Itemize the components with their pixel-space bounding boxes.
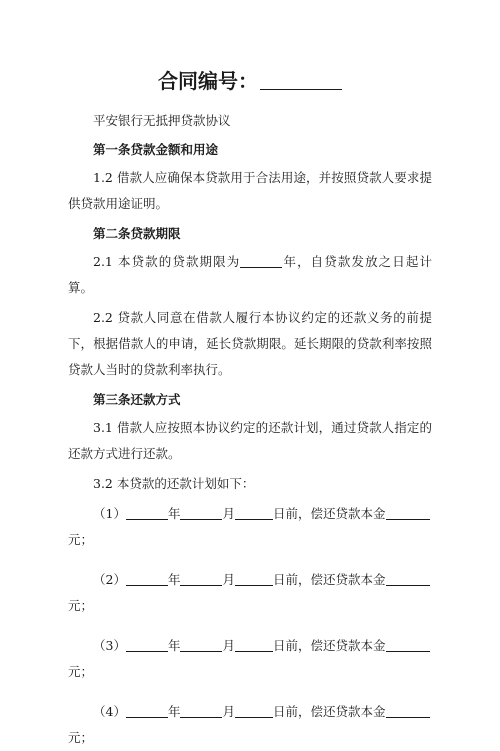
amount-blank (386, 571, 430, 586)
amount-blank (386, 505, 430, 520)
section-1-heading: 第一条贷款金额和用途 (93, 142, 219, 157)
contract-number-label: 合同编号： (158, 69, 258, 93)
contract-number-blank (260, 69, 342, 90)
schedule-item: （2） 年 月 日前，偿还贷款本金 元； (68, 567, 432, 619)
section-2-paragraph-2-2: 2.2 贷款人同意在借款人履行本协议约定的还款义务的前提下，根据借款人的申请，延长贷款期限。延长期限的贷款利率按照贷款人当时的贷款利率执行。 (68, 310, 432, 377)
month-blank (180, 703, 222, 718)
section-2-heading: 第二条贷款期限 (93, 226, 181, 241)
section-3-paragraph-3-1: 3.1 借款人应按照本协议约定的还款计划，通过贷款人指定的还款方式进行还款。 (68, 420, 432, 461)
amount-blank (386, 637, 430, 652)
month-blank (180, 505, 222, 520)
agreement-name: 平安银行无抵押贷款协议 (93, 113, 231, 128)
amount-blank (386, 703, 430, 718)
month-blank (180, 571, 222, 586)
day-blank (235, 637, 273, 652)
contract-number-title (68, 66, 432, 96)
section-3-paragraph-3-2: 3.2 本贷款的还款计划如下： (93, 476, 255, 491)
schedule-item: （1） 年 月 日前，偿还贷款本金 元； (68, 501, 432, 553)
month-blank (180, 637, 222, 652)
section-2-paragraph-2-1: 2.1 本贷款的贷款期限为 年，自贷款发放之日起计算。 (68, 254, 432, 295)
day-blank (235, 571, 273, 586)
year-blank (126, 703, 168, 718)
section-3-heading: 第三条还款方式 (93, 392, 181, 407)
loan-term-blank (240, 253, 282, 268)
schedule-item: （4） 年 月 日前，偿还贷款本金 元； (68, 699, 432, 751)
repayment-schedule (68, 501, 432, 751)
day-blank (235, 703, 273, 718)
schedule-item: （3） 年 月 日前，偿还贷款本金 元； (68, 633, 432, 685)
day-blank (235, 505, 273, 520)
year-blank (126, 571, 168, 586)
section-1-paragraph-1-2: 1.2 借款人应确保本贷款用于合法用途，并按照贷款人要求提供贷款用途证明。 (68, 170, 432, 211)
year-blank (126, 505, 168, 520)
year-blank (126, 637, 168, 652)
